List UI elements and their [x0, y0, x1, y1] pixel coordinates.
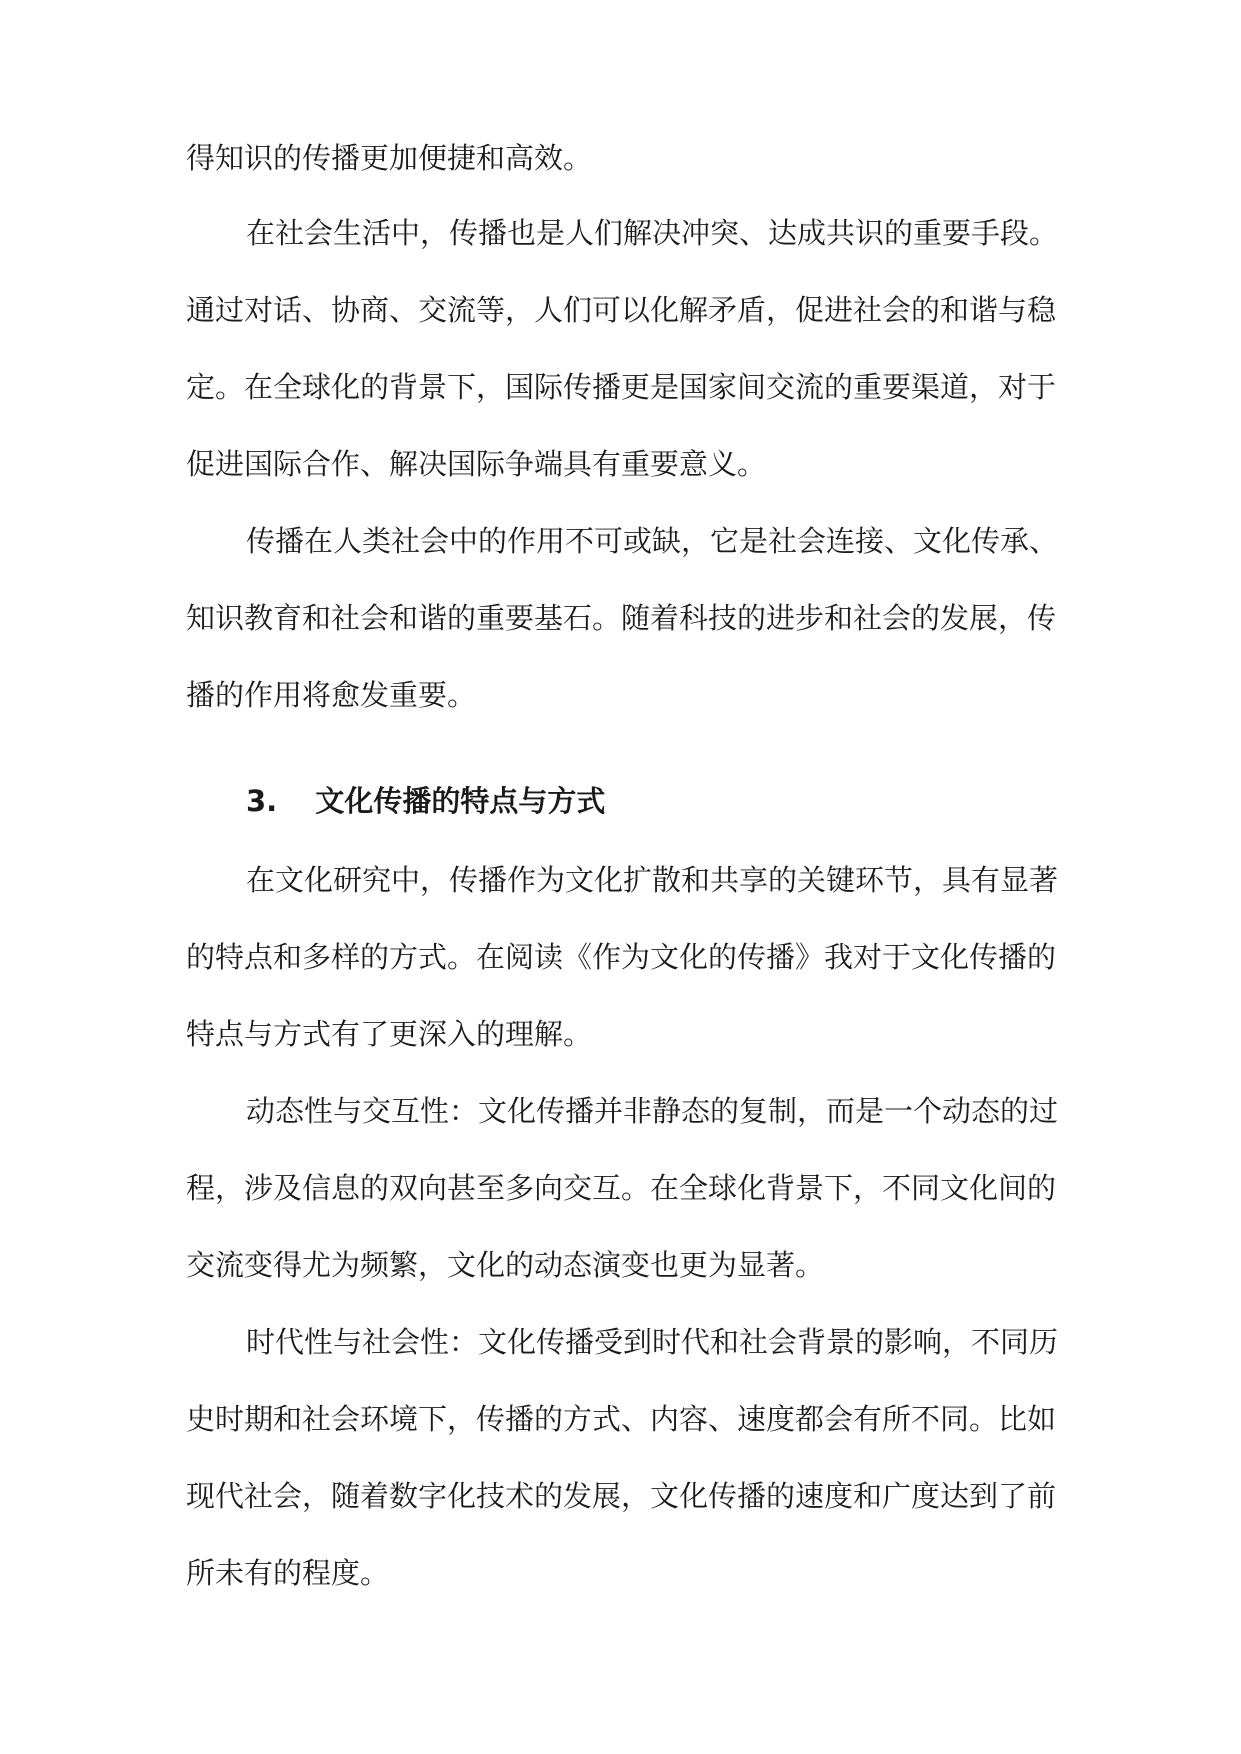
paragraph-first-line: 传播在人类社会中的作用不可或缺，它是社会连接、文化传承、 [246, 524, 1059, 558]
paragraph-first-line: 在文化研究中，传播作为文化扩散和共享的关键环节，具有显著 [246, 863, 1059, 897]
body-line: 的特点和多样的方式。在阅读《作为文化的传播》我对于文化传播的 [186, 940, 1057, 974]
section-heading [246, 781, 605, 821]
body-line: 通过对话、协商、交流等，人们可以化解矛盾，促进社会的和谐与稳 [186, 293, 1057, 327]
body-line: 得知识的传播更加便捷和高效。 [186, 141, 593, 175]
section-title: 文化传播的特点与方式 [315, 784, 606, 818]
body-line: 交流变得尤为频繁，文化的动态演变也更为显著。 [186, 1248, 825, 1282]
body-line: 知识教育和社会和谐的重要基石。随着科技的进步和社会的发展，传 [186, 601, 1057, 635]
body-line: 程，涉及信息的双向甚至多向交互。在全球化背景下，不同文化间的 [186, 1171, 1057, 1205]
section-number: 3. [246, 784, 278, 818]
body-line: 定。在全球化的背景下，国际传播更是国家间交流的重要渠道，对于 [186, 370, 1057, 404]
paragraph-first-line: 在社会生活中，传播也是人们解决冲突、达成共识的重要手段。 [246, 216, 1059, 250]
body-line: 播的作用将愈发重要。 [186, 678, 477, 712]
body-line: 促进国际合作、解决国际争端具有重要意义。 [186, 447, 767, 481]
body-line: 所未有的程度。 [186, 1556, 390, 1590]
paragraph-first-line: 动态性与交互性：文化传播并非静态的复制，而是一个动态的过 [246, 1094, 1059, 1128]
body-line: 特点与方式有了更深入的理解。 [186, 1017, 593, 1051]
paragraph-first-line: 时代性与社会性：文化传播受到时代和社会背景的影响，不同历 [246, 1325, 1059, 1359]
body-line: 史时期和社会环境下，传播的方式、内容、速度都会有所不同。比如 [186, 1402, 1057, 1436]
body-line: 现代社会，随着数字化技术的发展，文化传播的速度和广度达到了前 [186, 1479, 1057, 1513]
